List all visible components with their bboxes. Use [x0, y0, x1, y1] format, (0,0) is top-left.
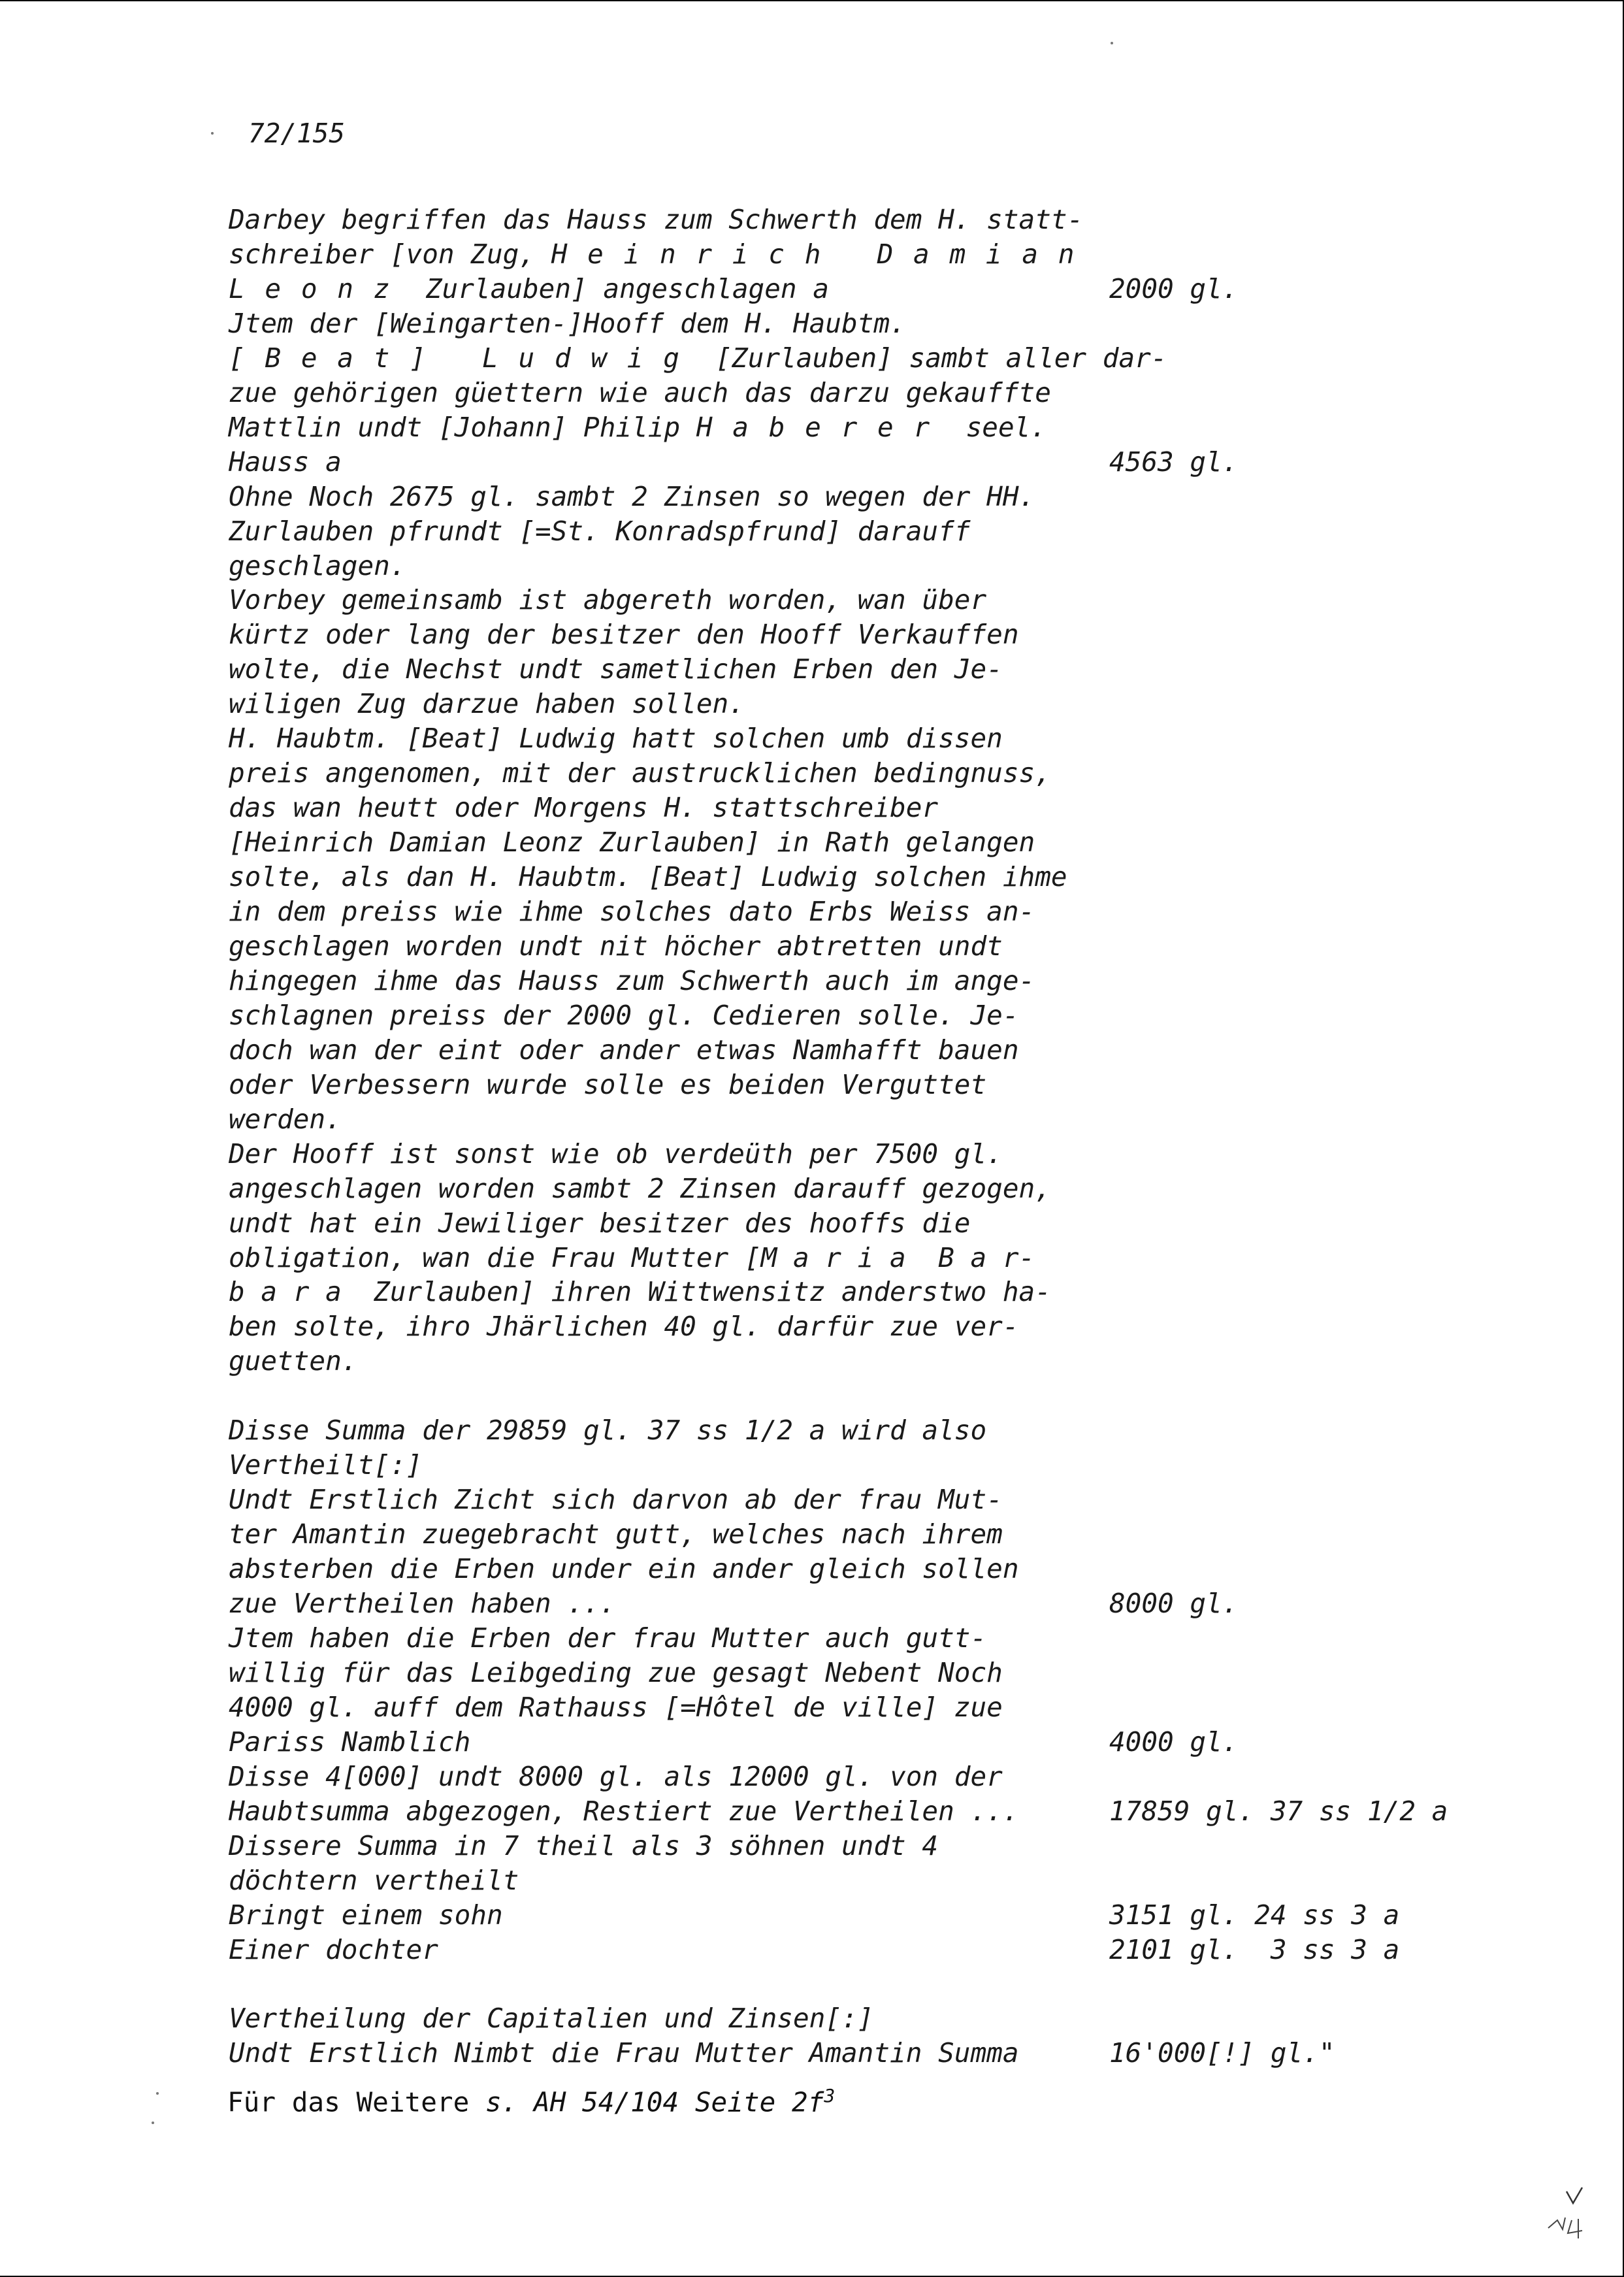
text-line: [229, 582, 986, 617]
amount-value: 4563 gl.: [1109, 446, 1239, 478]
margin-dot: [1111, 42, 1113, 44]
text-segment: solte, als dan H. Haubtm. [Beat] Ludwig solchen ihme: [229, 861, 1067, 893]
text-line: [229, 202, 1083, 237]
text-segment: döchtern vertheilt: [229, 1864, 519, 1896]
amount-value: 3151 gl. 24 ss 3 a: [1109, 1899, 1400, 1931]
text-segment: Zurlauben] angeschlagen a: [410, 272, 829, 304]
text-segment: willig für das Leibgeding zue gesagt Nebent Noch: [229, 1656, 1003, 1688]
text-line: [229, 1171, 1051, 1206]
text-segment: Pariss Namblich: [229, 1726, 471, 1758]
text-line: [229, 859, 1067, 894]
margin-dot: [211, 132, 214, 135]
text-segment: seel.: [949, 411, 1047, 443]
text-segment: Undt Erstlich Nimbt die Frau Mutter Amantin Summa: [229, 2037, 1019, 2069]
text-line: [229, 825, 1035, 860]
text-segment: ter Amantin zuegebracht gutt, welches nach ihrem: [229, 1518, 1003, 1550]
text-segment: geschlagen.: [229, 549, 406, 582]
text-line: [229, 998, 1019, 1033]
text-line: [229, 755, 1051, 791]
text-segment: Hauss a: [229, 446, 342, 478]
text-line: [229, 1690, 1003, 1725]
text-line: [229, 894, 1035, 929]
text-segment: wiligen Zug darzue haben sollen.: [229, 688, 745, 720]
text-line: [229, 444, 342, 480]
spaced-name: Haberer: [696, 411, 950, 443]
text-line: [229, 1274, 1051, 1309]
text-line: [229, 2001, 873, 2036]
text-segment: H. Haubtm. [Beat] Ludwig hatt solchen umb dissen: [229, 723, 1003, 755]
text-segment: angeschlagen worden sambt 2 Zinsen darauff gezogen,: [229, 1172, 1051, 1204]
text-line: [229, 928, 1003, 964]
text-segment: preis angenomen, mit der austrucklichen bedingnuss,: [229, 757, 1051, 789]
spaced-name: Leonz: [229, 272, 410, 304]
text-line: [229, 1897, 503, 1933]
footer-prefix: Für das Weitere: [227, 2086, 485, 2118]
text-line: [229, 514, 970, 549]
text-segment: schreiber [von Zug,: [229, 238, 551, 270]
text-segment: Einer dochter: [229, 1933, 438, 1965]
text-segment: das wan heutt oder Morgens H. stattschreiber: [229, 792, 939, 824]
text-segment: oder Verbessern wurde solle es beiden Verguttet: [229, 1068, 987, 1100]
spaced-name: [Beat] Ludwig: [229, 342, 700, 374]
text-line: [229, 1516, 1003, 1552]
text-segment: zue Vertheilen haben ...: [229, 1588, 616, 1619]
text-line: [229, 1863, 519, 1898]
text-line: [229, 479, 1035, 514]
text-line: [229, 1032, 1019, 1068]
amount-value: 17859 gl. 37 ss 1/2 a: [1109, 1795, 1448, 1827]
footer-superscript: 3: [824, 2085, 836, 2106]
text-segment: absterben die Erben under ein ander gleich sollen: [229, 1553, 1019, 1585]
text-line: [229, 1343, 357, 1379]
text-line: [229, 617, 1019, 652]
text-segment: Darbey begriffen das Hauss zum Schwerth dem H. statt-: [229, 204, 1084, 235]
text-segment: Jtem haben die Erben der frau Mutter auch gutt-: [229, 1622, 987, 1654]
text-segment: Haubtsumma abgezogen, Restiert zue Vertheilen ...: [229, 1795, 1019, 1827]
text-line: [229, 1655, 1003, 1690]
text-segment: Dissere Summa in 7 theil als 3 söhnen undt 4: [229, 1829, 939, 1861]
spaced-name: Heinrich Damian: [551, 238, 1095, 270]
amount-value: 2101 gl. 3 ss 3 a: [1109, 1933, 1400, 1965]
text-segment: b a r a Zurlauben] ihren Wittwensitz anderstwo ha-: [229, 1276, 1051, 1308]
text-line: [229, 375, 1051, 410]
text-segment: Disse 4[000] undt 8000 gl. als 12000 gl. von der: [229, 1760, 1003, 1792]
text-segment: obligation, wan die Frau Mutter [M a r i a B a r-: [229, 1241, 1035, 1273]
text-segment: kürtz oder lang der besitzer den Hooff Verkauffen: [229, 619, 1019, 651]
text-line: [229, 1309, 1019, 1344]
text-line: [229, 721, 1003, 756]
text-segment: doch wan der eint oder ander etwas Namhafft bauen: [229, 1034, 1019, 1066]
text-segment: zue gehörigen güettern wie auch das darzu gekauffte: [229, 376, 1051, 408]
text-line: [229, 1205, 970, 1241]
text-segment: Undt Erstlich Zicht sich darvon ab der frau Mut-: [229, 1484, 1003, 1516]
amount-value: 16'000[!] gl.": [1109, 2037, 1335, 2069]
text-line: [229, 651, 1003, 687]
text-line: [229, 1759, 1003, 1794]
text-line: [229, 1828, 938, 1863]
text-segment: Disse Summa der 29859 gl. 37 ss 1/2 a wird also: [229, 1415, 987, 1447]
text-segment: Vertheilung der Capitalien und Zinsen[:]: [229, 2003, 874, 2035]
amount-value: 4000 gl.: [1109, 1726, 1239, 1758]
text-segment: [Zurlauben] sambt aller dar-: [699, 342, 1167, 374]
text-segment: Bringt einem sohn: [229, 1899, 503, 1931]
text-segment: Vertheilt[:]: [229, 1449, 423, 1481]
text-line: [229, 1447, 422, 1483]
page-number: 72/155: [248, 118, 346, 149]
text-segment: Zurlauben pfrundt [=St. Konradspfrund] darauff: [229, 515, 971, 547]
text-line: [229, 1136, 1003, 1171]
text-line: [229, 1794, 1019, 1829]
text-segment: werden.: [229, 1103, 342, 1135]
text-line: [229, 2035, 1019, 2071]
text-segment: undt hat ein Jewiliger besitzer des hooffs die: [229, 1207, 971, 1239]
handwritten-check-marks: [1529, 2184, 1600, 2262]
text-line: [229, 271, 829, 306]
text-line: [229, 1413, 986, 1448]
text-line: [229, 963, 1035, 998]
text-line: [229, 1482, 1003, 1517]
text-line: [229, 1551, 1019, 1586]
text-segment: 4000 gl. auff dem Rathauss [=Hôtel de ville] zue: [229, 1691, 1003, 1723]
text-segment: Jtem der [Weingarten-]Hooff dem H. Haubtm.: [229, 307, 906, 339]
text-line: [229, 686, 745, 721]
margin-dot: [152, 2121, 154, 2124]
text-segment: ben solte, ihro Jhärlichen 40 gl. darfür zue ver-: [229, 1311, 1019, 1343]
text-line: [229, 790, 938, 825]
text-line: [229, 548, 406, 583]
text-segment: in dem preiss wie ihme solches dato Erbs Weiss an-: [229, 896, 1035, 927]
text-segment: Mattlin undt [Johann] Philip: [229, 411, 696, 443]
text-line: [229, 1102, 342, 1137]
text-segment: Vorbey gemeinsamb ist abgereth worden, wan über: [229, 584, 987, 616]
text-line: [229, 237, 1094, 272]
text-line: [229, 1932, 438, 1967]
text-line: [229, 1067, 986, 1102]
text-line: [229, 1240, 1035, 1275]
text-segment: wolte, die Nechst undt sametlichen Erben den Je-: [229, 653, 1003, 685]
text-line: [229, 1586, 615, 1621]
amount-value: 2000 gl.: [1109, 272, 1239, 304]
text-line: [229, 340, 1167, 376]
text-segment: Ohne Noch 2675 gl. sambt 2 Zinsen so wegen der HH.: [229, 480, 1035, 512]
footer-reference-text: s. AH 54/104 Seite 2f: [485, 2086, 824, 2118]
margin-dot: [156, 2092, 159, 2095]
text-line: [229, 306, 906, 341]
amount-value: 8000 gl.: [1109, 1588, 1239, 1619]
text-segment: schlagnen preiss der 2000 gl. Cedieren solle. Je-: [229, 999, 1019, 1031]
text-line: [229, 410, 1047, 445]
text-line: [229, 1724, 470, 1760]
text-segment: [Heinrich Damian Leonz Zurlauben] in Rath gelangen: [229, 827, 1035, 859]
footer-reference: [227, 2076, 835, 2116]
text-line: [229, 1620, 986, 1656]
text-segment: guetten.: [229, 1345, 358, 1377]
text-segment: geschlagen worden undt nit höcher abtretten undt: [229, 930, 1003, 962]
text-segment: hingegen ihme das Hauss zum Schwerth auch im ange-: [229, 964, 1035, 996]
text-segment: Der Hooff ist sonst wie ob verdeüth per 7500 gl.: [229, 1138, 1003, 1170]
